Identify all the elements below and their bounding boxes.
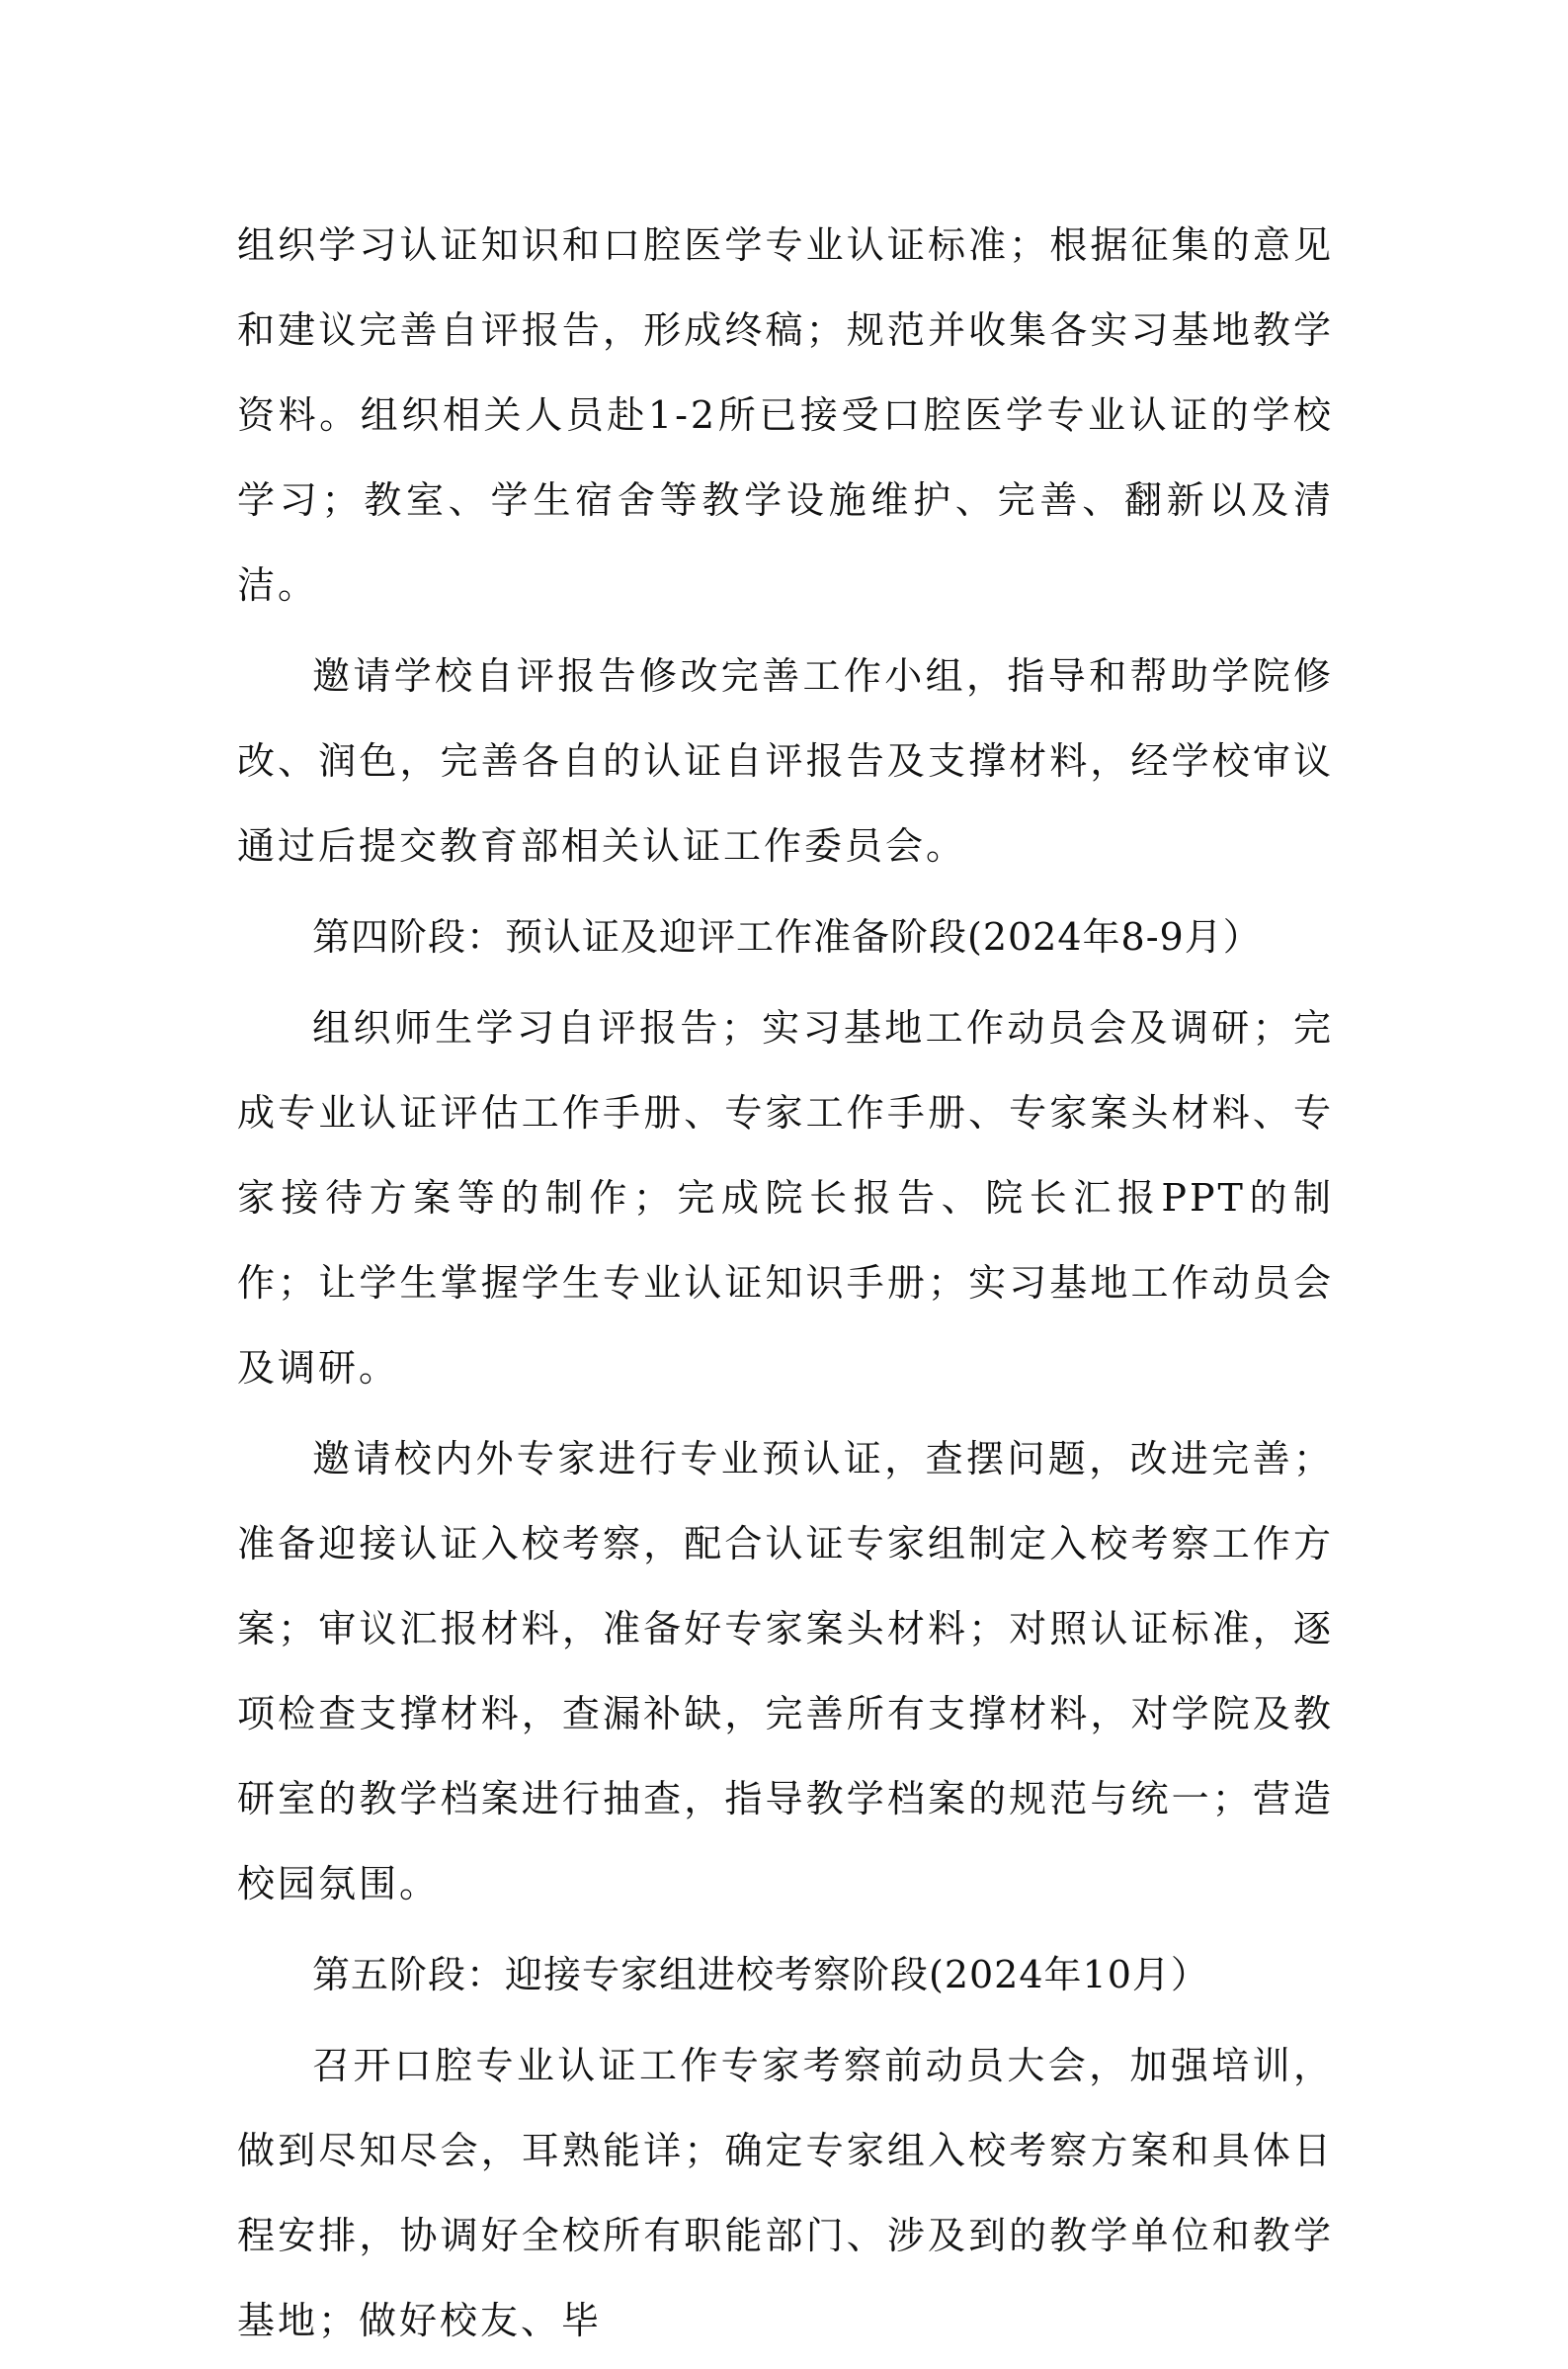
stage-five-heading: 第五阶段：迎接专家组进校考察阶段(2024年10月） — [312, 1953, 1209, 1996]
paragraph-3: 组织师生学习自评报告；实习基地工作动员会及调研；完成专业认证评估工作手册、专家工作手册、专家案头材料、专家接待方案等的制作；完成院长报告、院长汇报PPT的制作；让学生掌握学生专业认证知识手册；实习基地工作动员会及调研。 — [237, 1006, 1334, 1390]
paragraph-5: 召开口腔专业认证工作专家考察前动员大会，加强培训，做到尽知尽会，耳熟能详；确定专家组入校考察方案和具体日程安排，协调好全校所有职能部门、涉及到的教学单位和教学基地；做好校友、毕 — [237, 2044, 1334, 2342]
document-body — [237, 203, 1334, 2369]
paragraph-1: 组织学习认证知识和口腔医学专业认证标准；根据征集的意见和建议完善自评报告，形成终稿；规范并收集各实习基地教学资料。组织相关人员赴1-2所已接受口腔医学专业认证的学校学习；教室、学生宿舍等教学设施维护、完善、翻新以及清洁。 — [237, 223, 1334, 607]
paragraph-2: 邀请学校自评报告修改完善工作小组，指导和帮助学院修改、润色，完善各自的认证自评报告及支撑材料，经学校审议通过后提交教育部相关认证工作委员会。 — [237, 654, 1334, 868]
stage-four-heading: 第四阶段：预认证及迎评工作准备阶段(2024年8-9月） — [312, 915, 1262, 959]
paragraph-4: 邀请校内外专家进行专业预认证，查摆问题，改进完善；准备迎接认证入校考察，配合认证专家组制定入校考察工作方案；审议汇报材料，准备好专家案头材料；对照认证标准，逐项检查支撑材料，查漏补缺，完善所有支撑材料，对学院及教研室的教学档案进行抽查，指导教学档案的规范与统一；营造校园氛围。 — [237, 1437, 1334, 1905]
